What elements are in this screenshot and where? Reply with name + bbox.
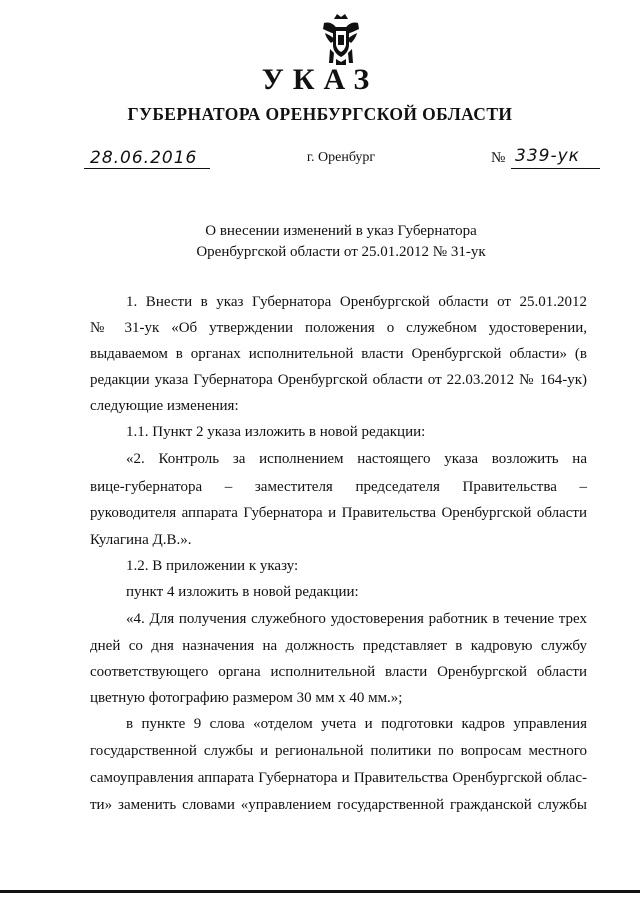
body-line: редакции указа Губернатора Оренбургской области от 22.03.2012 № 164-ук): [90, 372, 587, 388]
body-line: пункт 4 изложить в новой редакции:: [126, 584, 359, 600]
city-label: г. Оренбург: [306, 150, 376, 165]
decree-title-line-1: О внесении изменений в указ Губернатора: [205, 223, 477, 239]
body-line: дней со дня назначения на должность представляет в кадровую службу: [90, 638, 587, 654]
body-line: 1.1. Пункт 2 указа изложить в новой редакции:: [126, 424, 426, 440]
issuer-heading: ГУБЕРНАТОРА ОРЕНБУРГСКОЙ ОБЛАСТИ: [127, 104, 513, 124]
page-bottom-edge: [0, 890, 640, 893]
date-underline: [84, 168, 210, 169]
number-underline: [511, 168, 600, 169]
body-line: «4. Для получения служебного удостоверения работник в течение трех: [126, 611, 587, 627]
body-line: вице-губернатора – заместителя председателя Правительства –: [90, 479, 587, 495]
body-line: следующие изменения:: [90, 398, 239, 414]
body-line: 1. Внести в указ Губернатора Оренбургской области от 25.01.2012: [126, 294, 587, 310]
body-line: ти» заменить словами «управлением государственной гражданской службы: [90, 797, 587, 813]
coat-of-arms-icon: [321, 13, 361, 65]
body-line: цветную фотографию размером 30 мм х 40 мм.»;: [90, 690, 403, 706]
decree-number: 339-ук: [515, 146, 580, 166]
body-line: в пункте 9 слова «отделом учета и подготовки кадров управления: [126, 716, 587, 732]
decree-title-line-2: Оренбургской области от 25.01.2012 № 31-ук: [196, 244, 486, 260]
decree-date: 28.06.2016: [90, 148, 198, 168]
document-type-title: УКАЗ: [261, 63, 379, 96]
body-line: соответствующего органа исполнительной власти Оренбургской области: [90, 664, 587, 680]
body-line: «2. Контроль за исполнением настоящего указа возложить на: [126, 451, 587, 467]
number-sign: №: [491, 150, 506, 166]
body-line: № 31-ук «Об утверждении положения о служебном удостоверении,: [90, 320, 587, 336]
body-line: выдаваемом в органах исполнительной власти Оренбургской области» (в: [90, 346, 587, 362]
body-line: 1.2. В приложении к указу:: [126, 558, 299, 574]
body-line: Кулагина Д.В.».: [90, 532, 192, 548]
body-line: руководителя аппарата Губернатора и Правительства Оренбургской области: [90, 505, 587, 521]
body-line: государственной службы и региональной политики по вопросам местного: [90, 743, 587, 759]
body-line: самоуправления аппарата Губернатора и Правительства Оренбургской облас-: [90, 770, 587, 786]
